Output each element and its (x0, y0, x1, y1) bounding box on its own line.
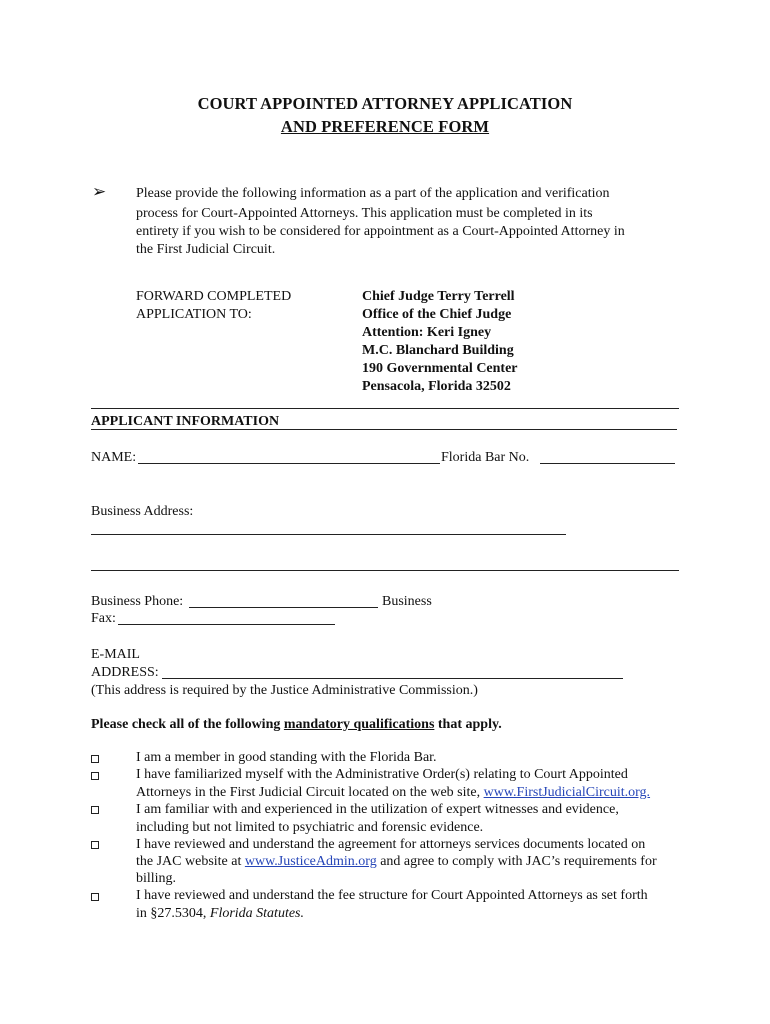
qualification-2-line2 (136, 784, 650, 802)
qualification-checkbox-5[interactable] (91, 893, 99, 901)
qualification-2-line2-text: Attorneys in the First Judicial Circuit located on the web site, (136, 785, 484, 800)
first-judicial-circuit-link[interactable]: www.FirstJudicialCircuit.org. (483, 785, 651, 800)
florida-bar-label: Florida Bar No. (441, 450, 530, 465)
qualification-1-line1: I am a member in good standing with the Florida Bar. (136, 750, 437, 765)
florida-bar-field[interactable] (540, 463, 675, 464)
qualification-5-line2 (136, 905, 304, 923)
email-label-line1: E-MAIL (91, 647, 140, 662)
applicant-section-underline (91, 429, 677, 430)
qualification-4-line2 (136, 853, 657, 871)
address-line-1: Chief Judge Terry Terrell (362, 289, 515, 304)
intro-line-1: Please provide the following information as a part of the application and verification (136, 186, 610, 201)
business-phone-field[interactable] (189, 607, 378, 608)
qualifications-heading-before: Please check all of the following (91, 717, 284, 732)
address-line-2: Office of the Chief Judge (362, 307, 512, 322)
section-divider (91, 408, 679, 409)
name-label: NAME: (91, 450, 137, 465)
email-label-line2: ADDRESS: (91, 665, 159, 680)
address-line-4: M.C. Blanchard Building (362, 343, 514, 358)
email-note: (This address is required by the Justice Administrative Commission.) (91, 683, 478, 698)
justice-admin-link[interactable]: www.JusticeAdmin.org (244, 854, 377, 869)
address-line-3: Attention: Keri Igney (362, 325, 492, 340)
form-title-line2 (0, 117, 770, 137)
qualification-checkbox-3[interactable] (91, 806, 99, 814)
qualification-checkbox-4[interactable] (91, 841, 99, 849)
qualification-4-line3: billing. (136, 871, 177, 886)
qualification-checkbox-2[interactable] (91, 772, 99, 780)
florida-statutes-italic: Florida Statutes. (209, 906, 305, 921)
qualification-4-line2-before: the JAC website at (136, 854, 245, 869)
qualifications-heading-underlined: mandatory qualifications (283, 717, 435, 732)
forward-label-line2: APPLICATION TO: (136, 307, 252, 322)
qualification-5-line1: I have reviewed and understand the fee structure for Court Appointed Attorneys as set forth (136, 888, 648, 903)
qualification-5-line2-before: in §27.5304, (136, 906, 210, 921)
applicant-section-title: APPLICANT INFORMATION (91, 414, 280, 429)
forward-label-line1: FORWARD COMPLETED (136, 289, 292, 304)
qualifications-heading (91, 716, 502, 734)
intro-line-4: the First Judicial Circuit. (136, 242, 276, 257)
business-phone-label: Business Phone: (91, 594, 184, 609)
fax-field[interactable] (118, 624, 335, 625)
intro-line-3: entirety if you wish to be considered for appointment as a Court-Appointed Attorney in (136, 224, 625, 239)
arrow-bullet-icon: ➢ (92, 182, 107, 201)
business-address-field-line2[interactable] (91, 570, 679, 571)
qualification-2-line1: I have familiarized myself with the Administrative Order(s) relating to Court Appointed (136, 767, 628, 782)
intro-line-2: process for Court-Appointed Attorneys. This application must be completed in its (136, 206, 593, 221)
qualification-3-line1: I am familiar with and experienced in the utilization of expert witnesses and evidence, (136, 802, 619, 817)
form-title-line2-text: AND PREFERENCE FORM (280, 117, 490, 136)
business-address-label: Business Address: (91, 504, 194, 519)
name-field[interactable] (138, 463, 440, 464)
business-address-field-line1[interactable] (91, 534, 566, 535)
qualifications-heading-after: that apply. (434, 717, 502, 732)
qualification-4-line1: I have reviewed and understand the agreement for attorneys services documents located on (136, 837, 646, 852)
fax-label: Fax: (91, 611, 116, 626)
business-fax-label: Business (382, 594, 432, 609)
qualification-4-line2-after: and agree to comply with JAC’s requirements for (376, 854, 657, 869)
email-field[interactable] (162, 678, 623, 679)
form-title-line1: COURT APPOINTED ATTORNEY APPLICATION (197, 94, 573, 113)
address-line-6: Pensacola, Florida 32502 (362, 379, 511, 394)
qualification-checkbox-1[interactable] (91, 755, 99, 763)
address-line-5: 190 Governmental Center (362, 361, 518, 376)
qualification-3-line2: including but not limited to psychiatric and forensic evidence. (136, 820, 484, 835)
